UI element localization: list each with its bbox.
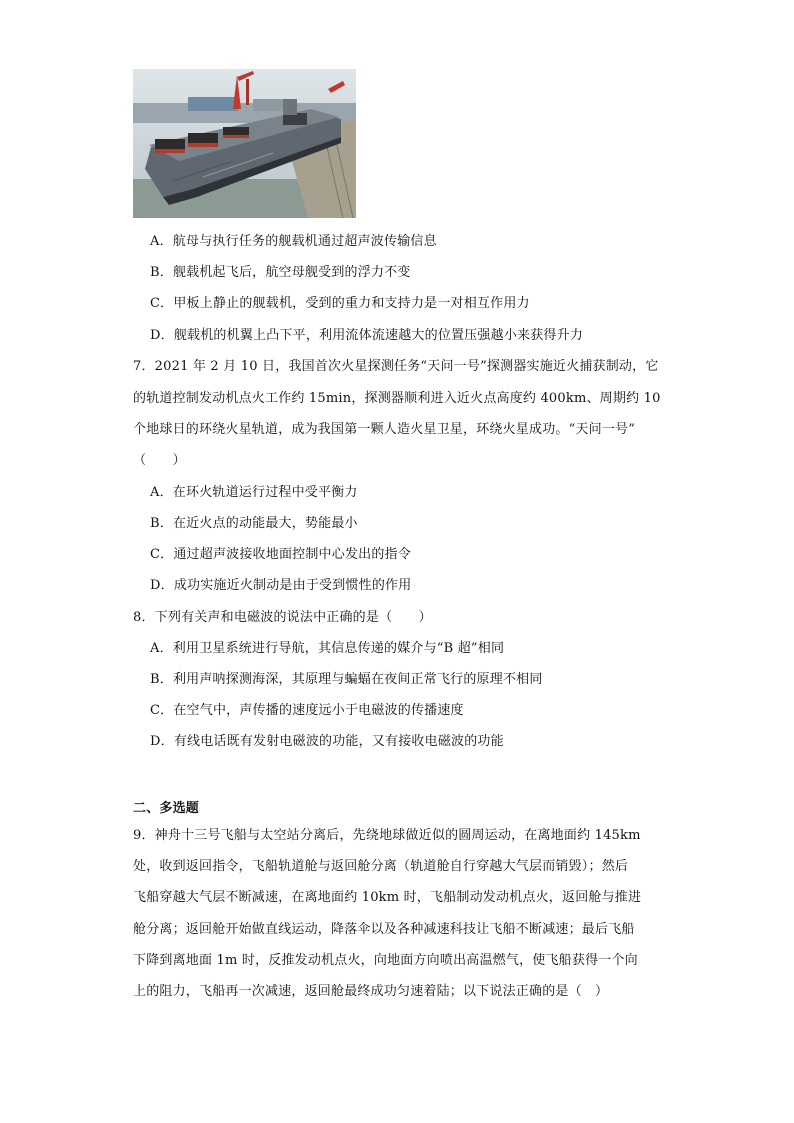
q6-option-a: A．航母与执行任务的舰载机通过超声波传输信息	[150, 234, 437, 249]
q9-stem-line-6: 上的阻力，飞船再一次减速，返回舱最终成功匀速着陆；以下说法正确的是（ ）	[133, 984, 609, 999]
q7-option-c: C．通过超声波接收地面控制中心发出的指令	[150, 547, 411, 562]
q8-option-b: B．利用声呐探测海深，其原理与蝙蝠在夜间正常飞行的原理不相同	[150, 672, 543, 687]
q7-stem-line-2: 的轨道控制发动机点火工作约 15min，探测器顺利进入近火点高度约 400km、周期约 10	[133, 391, 661, 406]
q7-option-d: D．成功实施近火制动是由于受到惯性的作用	[150, 578, 412, 593]
q9-stem-line-4: 舱分离；返回舱开始做直线运动，降落伞以及各种减速科技让飞船不断减速；最后飞船	[133, 922, 635, 937]
q7-stem-line-3: 个地球日的环绕火星轨道，成为我国第一颗人造火星卫星，环绕火星成功。“天问一号”	[133, 422, 636, 437]
q9-stem-line-3: 飞船穿越大气层不断减速，在离地面约 10km 时，飞船制动发动机点火，返回舱与推进	[133, 890, 642, 905]
q7-option-b: B．在近火点的动能最大，势能最小	[150, 516, 358, 531]
q7-option-a: A．在环火轨道运行过程中受平衡力	[150, 485, 358, 500]
q8-option-c: C．在空气中，声传播的速度远小于电磁波的传播速度	[150, 703, 464, 718]
q9-stem-line-1: 9．神舟十三号飞船与太空站分离后，先绕地球做近似的圆周运动，在离地面约 145km	[133, 828, 641, 843]
q7-stem-line-4: （ ）	[133, 453, 186, 468]
aircraft-carrier-photo	[133, 69, 356, 218]
q6-option-b: B．舰载机起飞后，航空母舰受到的浮力不变	[150, 265, 411, 280]
q9-stem-line-2: 处，收到返回指令，飞船轨道舱与返回舱分离（轨道舱自行穿越大气层而销毁）；然后	[133, 859, 629, 874]
q8-option-d: D．有线电话既有发射电磁波的功能，又有接收电磁波的功能	[150, 734, 504, 749]
section-heading-multiple-choice: 二、多选题	[133, 801, 200, 816]
q6-option-c: C．甲板上静止的舰载机，受到的重力和支持力是一对相互作用力	[150, 296, 530, 311]
q8-option-a: A．利用卫星系统进行导航，其信息传递的媒介与“B 超”相同	[150, 641, 505, 656]
q8-stem: 8．下列有关声和电磁波的说法中正确的是（ ）	[133, 610, 432, 625]
q9-stem-line-5: 下降到离地面 1m 时，反推发动机点火，向地面方向喷出高温燃气，使飞船获得一个向	[133, 953, 638, 968]
q6-option-d: D．舰载机的机翼上凸下平，利用流体流速越大的位置压强越小来获得升力	[150, 328, 584, 343]
q7-stem-line-1: 7．2021 年 2 月 10 日，我国首次火星探测任务“天问一号”探测器实施近火捕获制动，它	[133, 359, 659, 374]
